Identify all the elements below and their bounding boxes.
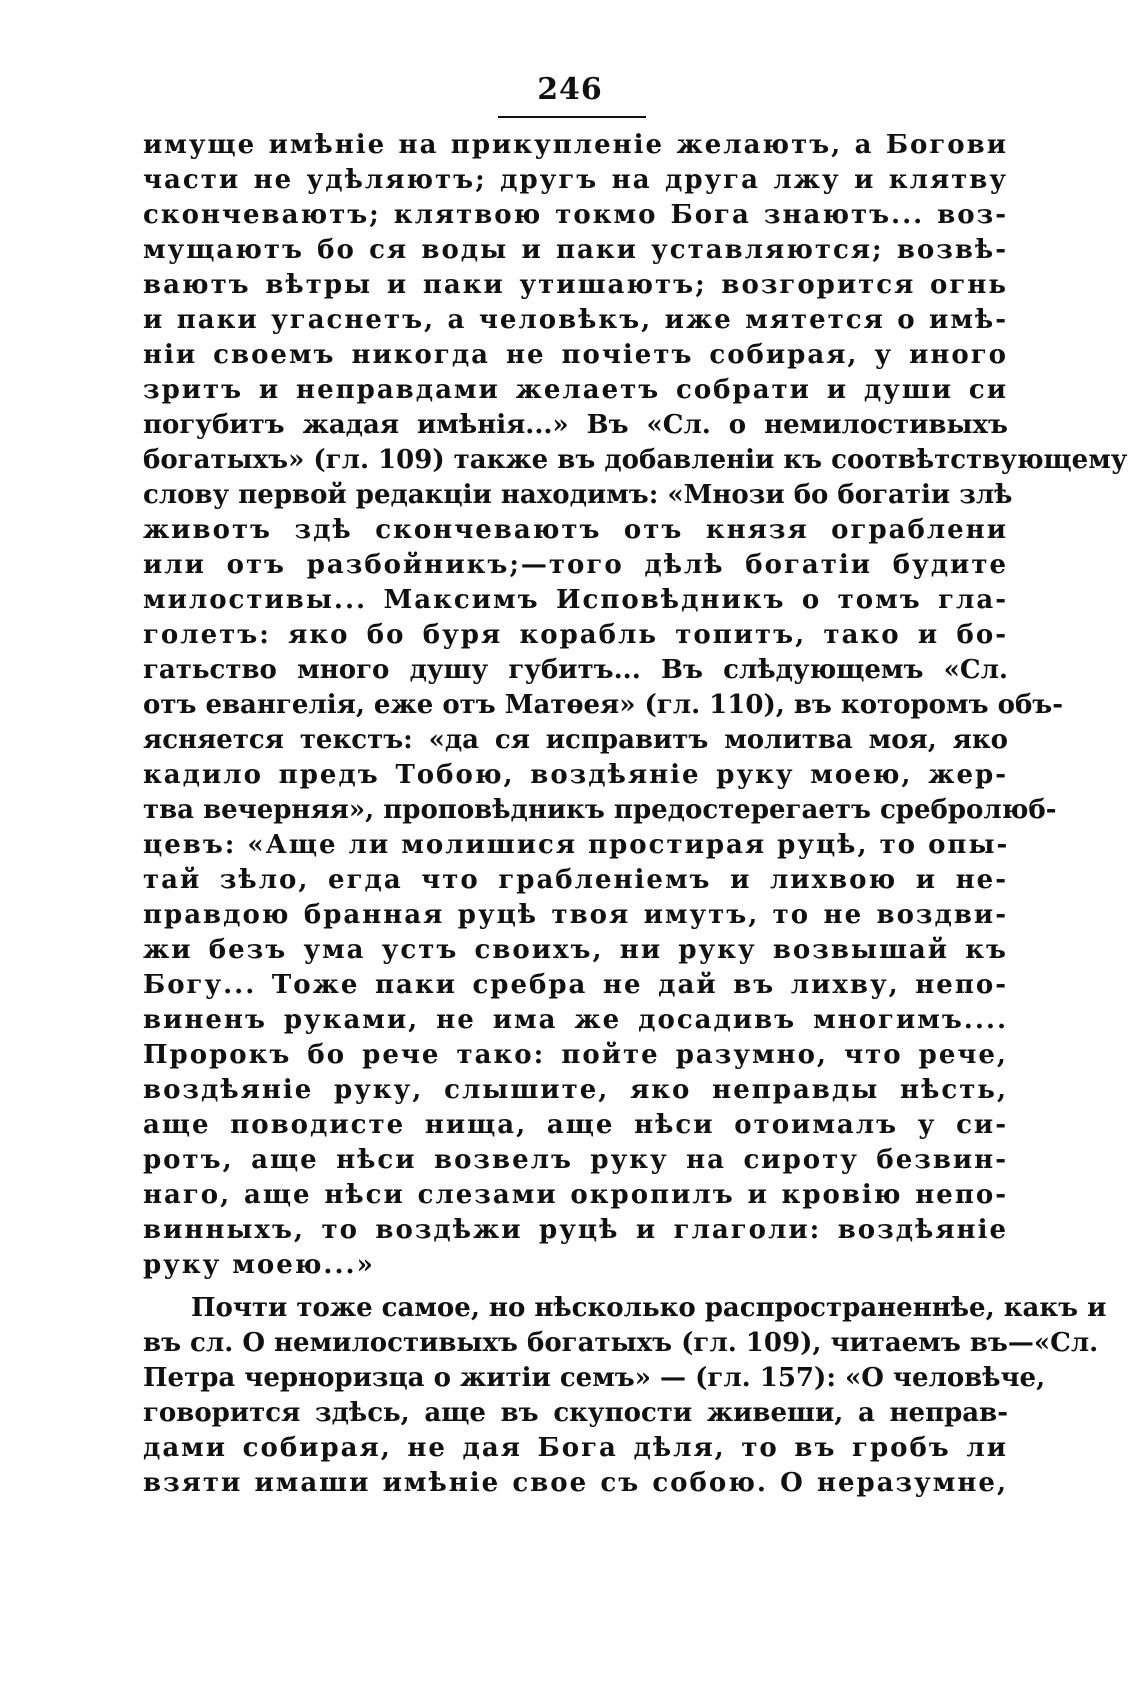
text-line: Пророкъ бо рече тако: пойте разумно, что рече,	[143, 1040, 1008, 1070]
page-number: 246	[537, 72, 603, 107]
text-line: виненъ руками, не има же досадивъ многимъ....	[143, 1005, 1008, 1035]
text-line: ротъ, аще нѣси возвелъ руку на сироту безвин-	[143, 1145, 1008, 1175]
text-line: взяти имаши имѣніе свое съ собою. О неразумне,	[143, 1468, 1008, 1498]
text-line: голетъ: яко бо буря корабль топитъ, тако и бо-	[143, 620, 1008, 650]
text-line: ясняется текстъ: «да ся исправитъ молитва моя, яко	[143, 725, 1008, 755]
text-line: кадило предъ Тобою, воздѣяніе руку моею, жер-	[143, 760, 1008, 790]
text-line: или отъ разбойникъ;—того дѣлѣ богатіи будите	[143, 550, 1008, 580]
text-line: говорится здѣсь, аще въ скупости живеши, а неправ-	[143, 1398, 1008, 1428]
text-line: тва вечерняя», проповѣдникъ предостерегаетъ сребролюб-	[143, 795, 1057, 825]
text-line: имуще имѣніе на прикупленіе желаютъ, а Богови	[143, 130, 1008, 160]
text-line: отъ евангелія, еже отъ Матѳея» (гл. 110), въ которомъ объ-	[143, 690, 1064, 720]
text-line: ваютъ вѣтры и паки утишаютъ; возгорится огнь	[143, 270, 1008, 300]
text-line: зритъ и неправдами желаетъ собрати и души си	[143, 375, 1008, 405]
text-line: ніи своемъ никогда не почіетъ собирая, у иного	[143, 340, 1008, 370]
text-line: Богу... Тоже паки сребра не дай въ лихву, непо-	[143, 970, 1008, 1000]
text-line: и паки угаснетъ, а человѣкъ, иже мятется о имѣ-	[143, 305, 1008, 335]
text-line: Почти тоже самое, но нѣсколько распространеннѣе, какъ и	[191, 1293, 1107, 1323]
text-line: жи безъ ума устъ своихъ, ни руку возвышай къ	[143, 935, 1008, 965]
text-line: гатьство много душу губитъ... Въ слѣдующемъ «Сл.	[143, 655, 1008, 685]
text-line: винныхъ, то воздѣжи руцѣ и глаголи: воздѣяніе	[143, 1215, 1008, 1245]
text-line: слову первой редакціи находимъ: «Мнози бо богатіи злѣ	[143, 480, 1013, 510]
text-line: Петра черноризца о житіи семъ» — (гл. 157): «О человѣче,	[143, 1363, 1046, 1393]
text-line: мущаютъ бо ся воды и паки уставляются; возвѣ-	[143, 235, 1008, 265]
text-line: аще поводисте нища, аще нѣси отоималъ у си-	[143, 1110, 1008, 1140]
text-line: богатыхъ» (гл. 109) также въ добавленіи къ соотвѣтствующему	[143, 445, 1128, 475]
text-line: руку моею...»	[143, 1250, 375, 1280]
text-line: воздѣяніе руку, слышите, яко неправды нѣсть,	[143, 1075, 1008, 1105]
text-line: цевъ: «Аще ли молишися простирая руцѣ, то опы-	[143, 830, 1010, 860]
text-line: тай зѣло, егда что грабленіемъ и лихвою и не-	[143, 865, 1008, 895]
text-line: милостивы... Максимъ Исповѣдникъ о томъ гла-	[143, 585, 1008, 615]
text-line: части не удѣляютъ; другъ на друга лжу и клятву	[143, 165, 1008, 195]
text-line: правдою бранная руцѣ твоя имутъ, то не воздви-	[143, 900, 1008, 930]
text-line: животъ здѣ скончеваютъ отъ князя ограблени	[143, 515, 1008, 545]
text-line: скончеваютъ; клятвою токмо Бога знаютъ... воз-	[143, 200, 1008, 230]
text-line: въ сл. О немилостивыхъ богатыхъ (гл. 109), читаемъ въ—«Сл.	[143, 1328, 1099, 1358]
text-line: наго, аще нѣси слезами окропилъ и кровію непо-	[143, 1180, 1008, 1210]
text-line: дами собирая, не дая Бога дѣля, то въ гробъ ли	[143, 1433, 1008, 1463]
text-line: погубитъ жадая имѣнія...» Въ «Сл. о немилостивыхъ	[143, 410, 1008, 440]
